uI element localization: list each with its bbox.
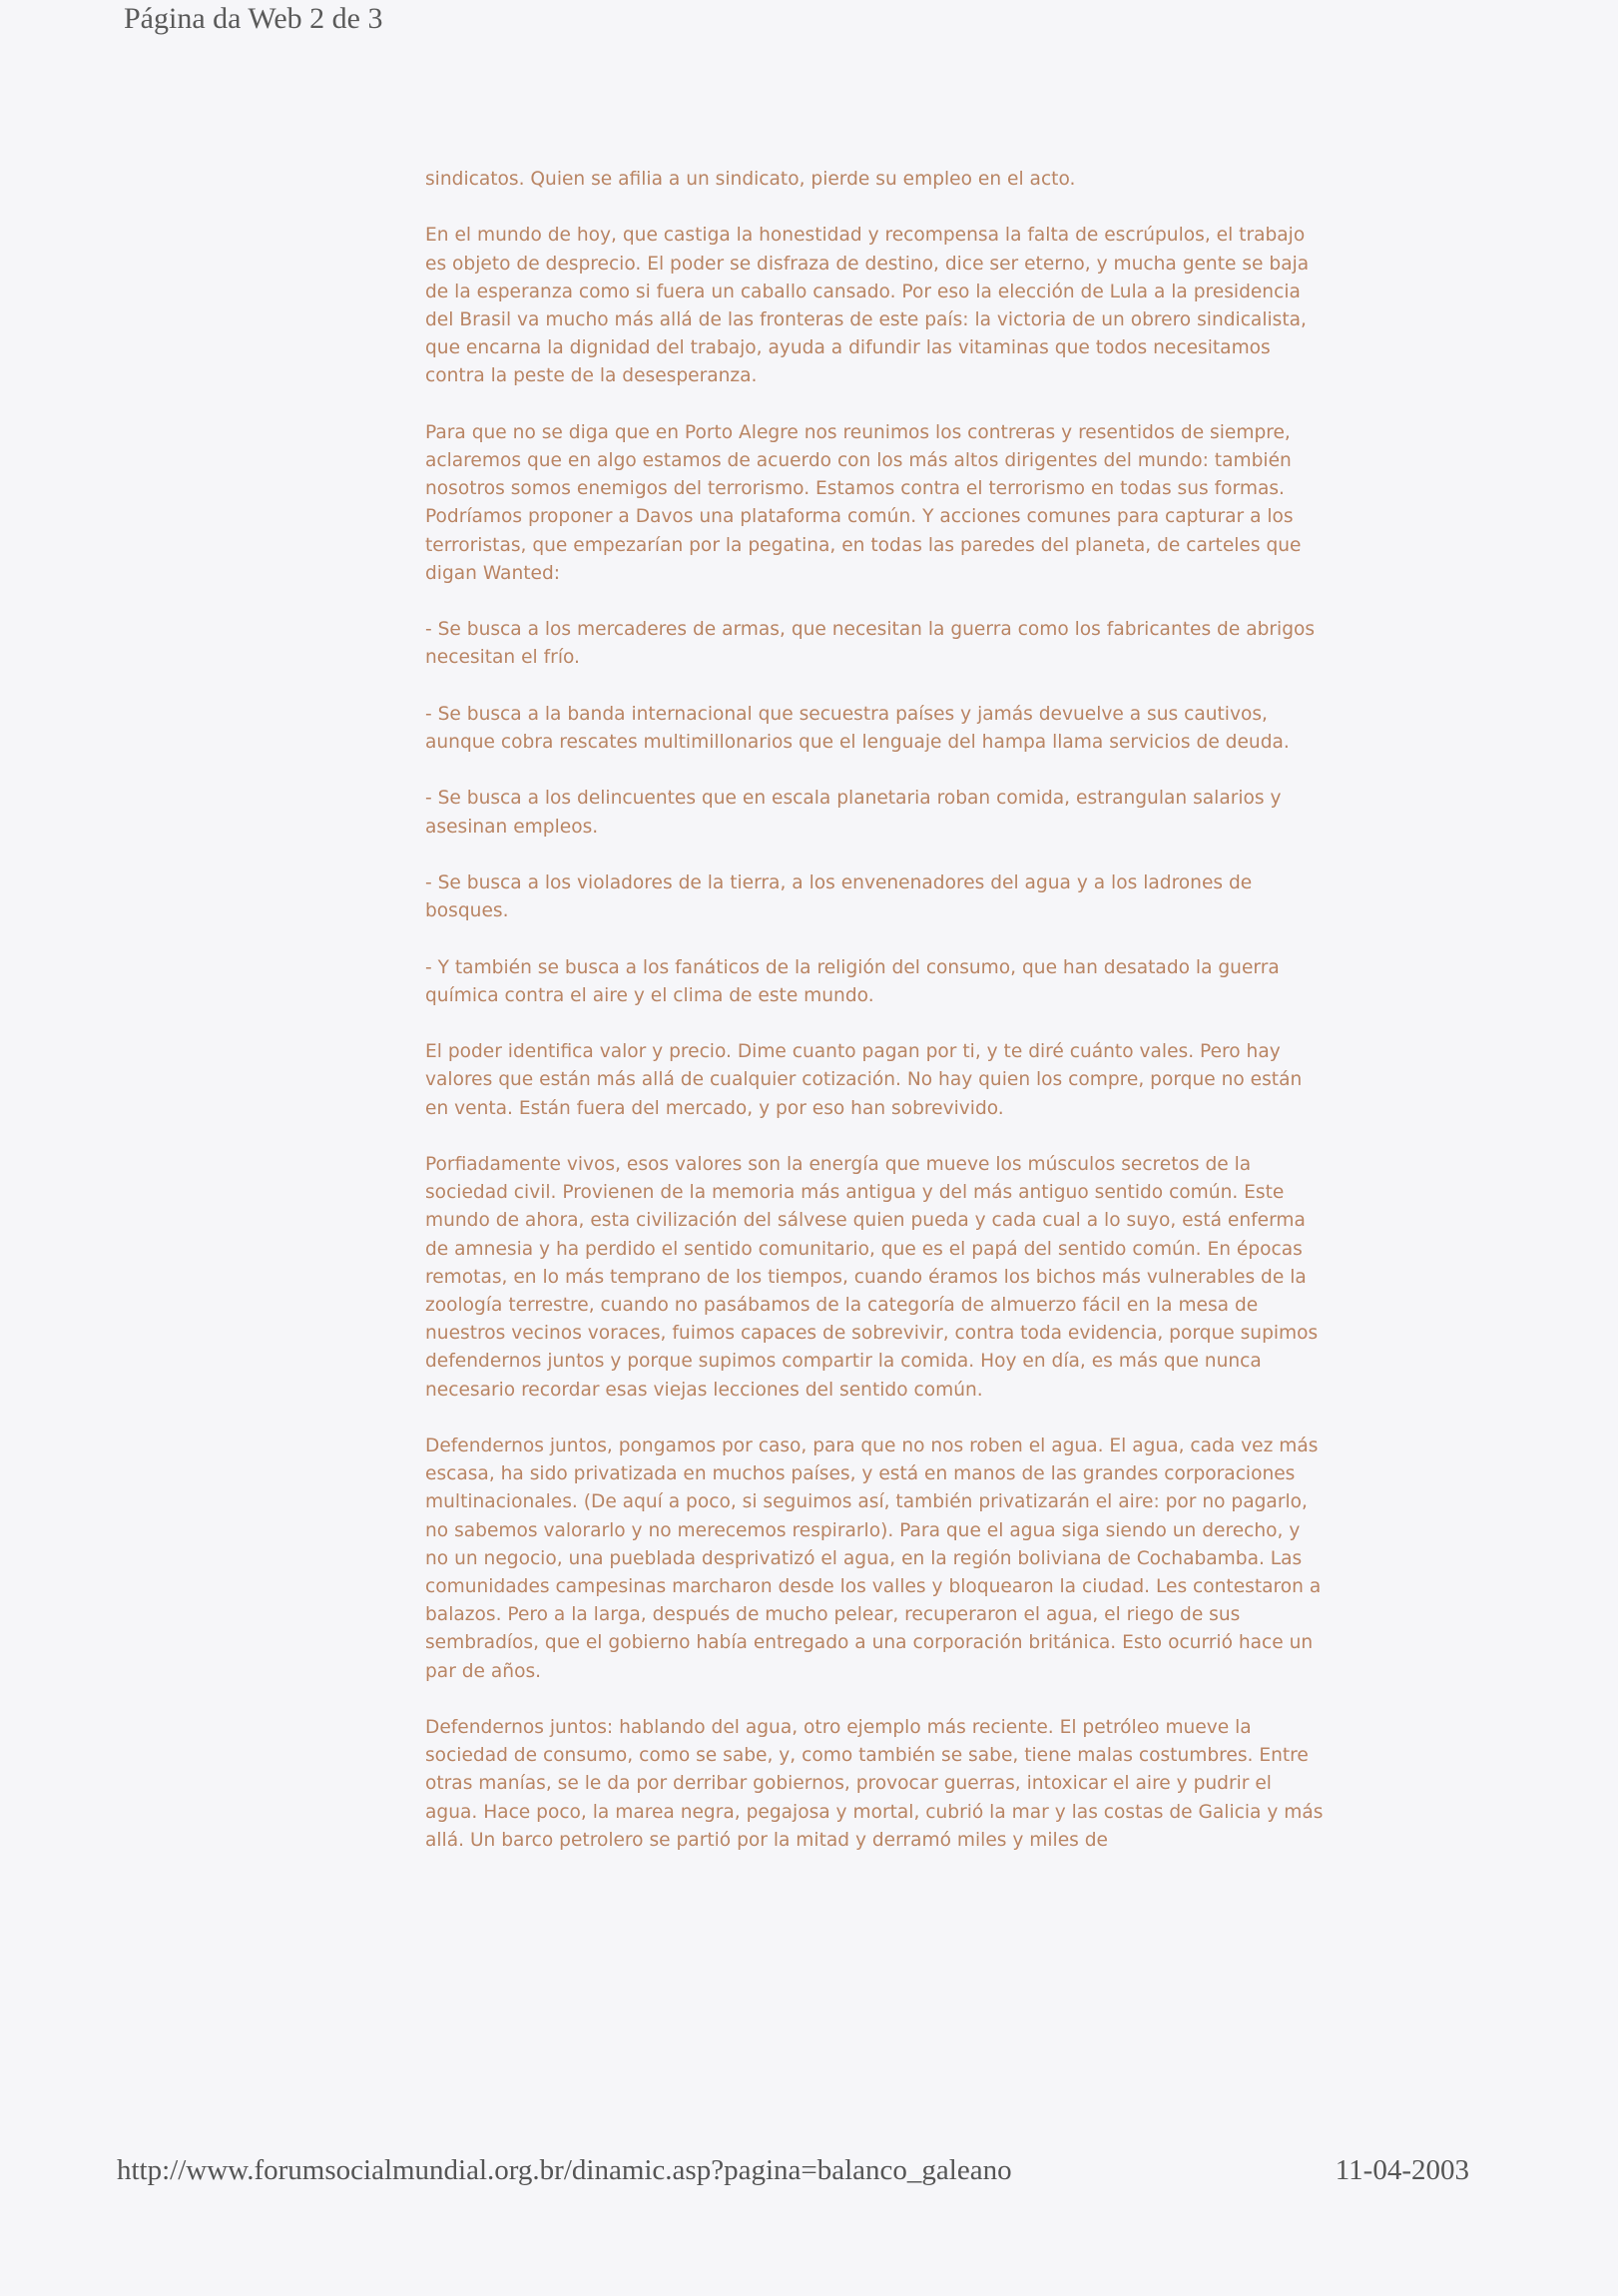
wanted-item-mercaderes: - Se busca a los mercaderes de armas, que necesitan la guerra como los fabricantes de abrigos necesitan el frío. — [425, 619, 1316, 669]
footer-date: 11-04-2003 — [1335, 2154, 1469, 2186]
wanted-item-banda: - Se busca a la banda internacional que secuestra países y jamás devuelve a sus cautivos, aunque cobra rescates multimillonarios que el lenguaje del hampa llama servicios de deuda. — [425, 703, 1290, 753]
wanted-item-delincuentes: - Se busca a los delincuentes que en escala planetaria roban comida, estrangulan salarios y asesinan empleos. — [425, 788, 1282, 838]
paragraph-valor-y-precio: El poder identifica valor y precio. Dime cuanto pagan por ti, y te diré cuánto vales. Pero hay valores que están más allá de cualquier cotización. No hay quien los compre, porque no están en venta. Están fuera del mercado, y por eso han sobrevivido. — [425, 1041, 1303, 1119]
wanted-item-fanaticos: - Y también se busca a los fanáticos de la religión del consumo, que han desatado la guerra química contra el aire y el clima de este mundo. — [425, 956, 1280, 1006]
page-header: Página da Web 2 de 3 — [124, 2, 383, 35]
wanted-item-violadores: - Se busca a los violadores de la tierra, a los envenenadores del agua y a los ladrones de bosques. — [425, 871, 1253, 922]
paragraph-agua-cochabamba: Defendernos juntos, pongamos por caso, para que no nos roben el agua. El agua, cada vez más escasa, ha sido privatizada en muchos países, y está en manos de las grandes corporaciones multinacionales. (De aquí a poco, si seguimos así, también privatizarán el aire: por no pagarlo, no sabemos valorarlo y no merecemos respirarlo). Para que el agua siga siendo un derecho, y no un negocio, una pueblada desprivatizó el agua, en la región boliviana de Cochabamba. Las comunidades campesinas marcharon desde los valles y bloquearon la ciudad. Les contestaron a balazos. Pero a la larga, después de mucho pelear, recuperaron el agua, el riego de sus sembradíos, que el gobierno había entregado a una corporación británica. Esto ocurrió hace un par de años. — [425, 1435, 1322, 1682]
paragraph-sindicatos: sindicatos. Quien se afilia a un sindicato, pierde su empleo en el acto. — [425, 169, 1076, 190]
footer-url: http://www.forumsocialmundial.org.br/dinamic.asp?pagina=balanco_galeano — [117, 2154, 1012, 2186]
paragraph-petroleo: Defendernos juntos: hablando del agua, otro ejemplo más reciente. El petróleo mueve la sociedad de consumo, como se sabe, y, como también se sabe, tiene malas costumbres. Entre otras manías, se le da por derribar gobiernos, provocar guerras, intoxicar el aire y pudrir el agua. Hace poco, la marea negra, pegajosa y mortal, cubrió la mar y las costas de Galicia y más allá. Un barco petrolero se partió por la mitad y derramó miles y miles de — [425, 1717, 1324, 1851]
article-body — [425, 166, 1324, 1855]
paragraph-porfiadamente: Porfiadamente vivos, esos valores son la energía que mueve los músculos secretos de la sociedad civil. Provienen de la memoria más antigua y del más antiguo sentido común. Este mundo de ahora, esta civilización del sálvese quien pueda y cada cual a lo suyo, está enferma de amnesia y ha perdido el sentido comunitario, que es el papá del sentido común. En épocas remotas, en lo más temprano de los tiempos, cuando éramos los bichos más vulnerables de la zoología terrestre, cuando no pasábamos de la categoría de almuerzo fácil en la mesa de nuestros vecinos voraces, fuimos capaces de sobrevivir, contra toda evidencia, porque supimos defendernos juntos y porque supimos compartir la comida. Hoy en día, es más que nunca necesario recordar esas viejas lecciones del sentido común. — [425, 1153, 1319, 1401]
paragraph-porto-alegre: Para que no se diga que en Porto Alegre nos reunimos los contreras y resentidos de siempre, aclaremos que en algo estamos de acuerdo con los más altos dirigentes del mundo: también nosotros somos enemigos del terrorismo. Estamos contra el terrorismo en todas sus formas. Podríamos proponer a Davos una plataforma común. Y acciones comunes para capturar a los terroristas, que empezarían por la pegatina, en todas las paredes del planeta, de carteles que digan Wanted: — [425, 421, 1302, 584]
paragraph-mundo-de-hoy: En el mundo de hoy, que castiga la honestidad y recompensa la falta de escrúpulos, el trabajo es objeto de desprecio. El poder se disfraza de destino, dice ser eterno, y mucha gente se baja de la esperanza como si fuera un caballo cansado. Por eso la elección de Lula a la presidencia del Brasil va mucho más allá de las fronteras de este país: la victoria de un obrero sindicalista, que encarna la dignidad del trabajo, ayuda a difundir las vitaminas que todos necesitamos contra la peste de la desesperanza. — [425, 225, 1310, 387]
